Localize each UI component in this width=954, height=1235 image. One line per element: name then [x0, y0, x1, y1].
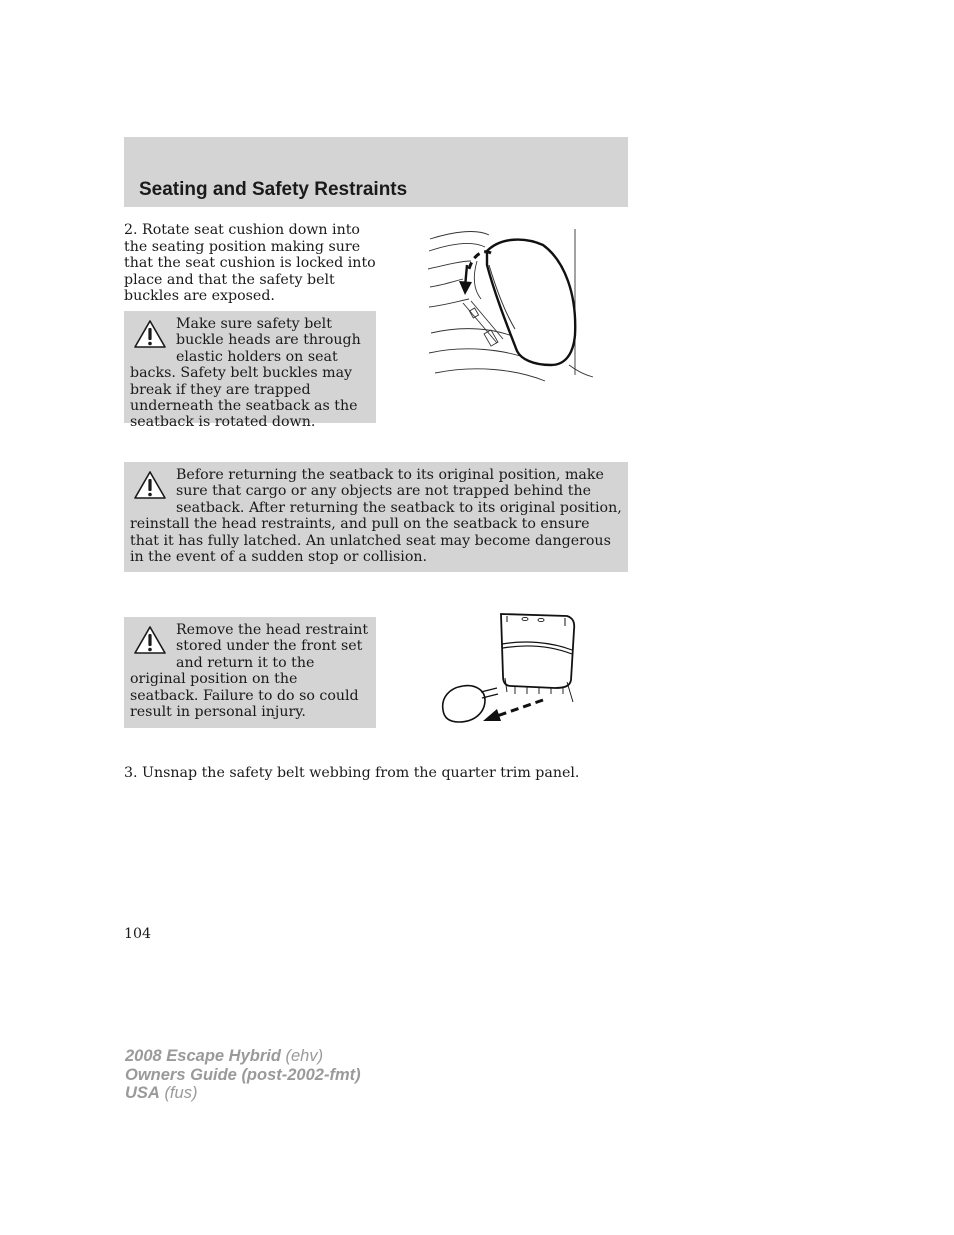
warning-triangle-icon	[133, 319, 167, 349]
page-number: 104	[124, 926, 152, 942]
footer-line-1	[125, 1047, 361, 1066]
warning-triangle-icon	[133, 470, 167, 500]
warning-text: Remove the head restraint stored under the front set and return it to the original position on the seatback. Failure to do so could result in personal injury.	[130, 622, 369, 721]
section-header	[124, 137, 628, 207]
step-3-text: 3. Unsnap the safety belt webbing from the quarter trim panel.	[124, 765, 580, 781]
warning-text: Before returning the seatback to its original position, make sure that cargo or any objects are not trapped behind the seatback. After returning the seatback to its original position, reinstall the head restraints, and pull on the seatback to ensure that it has fully latched. An unlatched seat may become dangerous in the event of a sudden stop or collision.	[130, 467, 622, 566]
section-title: Seating and Safety Restraints	[139, 179, 408, 200]
footer-line-3	[125, 1084, 361, 1103]
footer-market-code: (fus)	[164, 1084, 198, 1102]
footer-model: 2008 Escape Hybrid	[125, 1047, 281, 1065]
footer-line-2	[125, 1066, 361, 1085]
warning-box-head-restraint	[124, 617, 376, 728]
seat-cushion-illustration	[425, 225, 595, 385]
warning-text: Make sure safety belt buckle heads are through elastic holders on seat backs. Safety belt buckles may break if they are trapped underneath the seatback as the seatback is rotated down.	[130, 316, 361, 431]
warning-box-seatback	[124, 462, 628, 572]
footer-market: USA	[125, 1084, 160, 1102]
footer-model-code: (ehv)	[285, 1047, 324, 1065]
warning-box-seatbelt	[124, 311, 376, 431]
step-2-text: 2. Rotate seat cushion down into the seating position making sure that the seat cushion is locked into place and that the safety belt buckles are exposed.	[124, 222, 376, 304]
document-footer	[125, 1047, 361, 1103]
head-restraint-illustration	[435, 608, 585, 730]
footer-guide: Owners Guide (post-2002-fmt)	[125, 1065, 361, 1084]
warning-triangle-icon	[133, 625, 167, 655]
